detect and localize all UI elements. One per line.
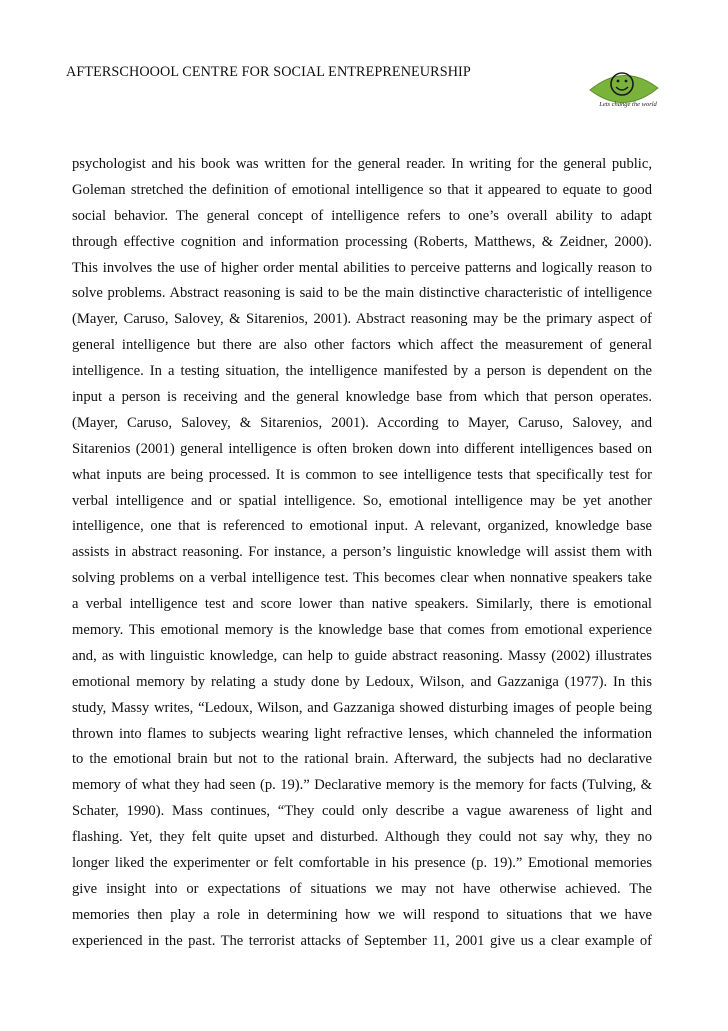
body-line: (Mayer, Caruso, Salovey, & Sitarenios, 2001). Abstract reasoning may be the primary aspect of [72,311,652,328]
body-line: solve problems. Abstract reasoning is said to be the main distinctive characteristic of intelligence [72,285,652,302]
document-body [72,152,652,955]
body-line: flashing. Yet, they felt quite upset and disturbed. Although they could not say why, they no [72,829,652,846]
organization-logo [588,66,660,110]
page-header-title: AFTERSCHOOOL CENTRE FOR SOCIAL ENTREPRENEURSHIP [66,64,471,80]
body-line: Goleman stretched the definition of emotional intelligence so that it appeared to equate to good [72,181,652,198]
body-line: social behavior. The general concept of intelligence refers to one’s overall ability to adapt [72,207,652,224]
body-line: emotional memory by relating a study done by Ledoux, Wilson, and Gazzaniga (1977). In this [72,673,652,690]
body-line: This involves the use of higher order mental abilities to perceive patterns and logically reason to [72,259,652,276]
body-line: and, as with linguistic knowledge, can help to guide abstract reasoning. Massy (2002) illustrates [72,647,652,664]
body-line: psychologist and his book was written for the general reader. In writing for the general public, [72,156,652,172]
body-line: intelligence, one that is referenced to emotional input. A relevant, organized, knowledge base [72,518,652,535]
body-line: input a person is receiving and the general knowledge base from which that person operates. [72,389,652,406]
body-line: general intelligence but there are also other factors which affect the measurement of general [72,337,652,354]
body-line: memory. This emotional memory is the knowledge base that comes from emotional experience [72,622,652,639]
body-line: longer liked the experimenter or felt comfortable in his presence (p. 19).” Emotional memories [72,855,652,872]
body-line: experienced in the past. The terrorist attacks of September 11, 2001 give us a clear example of [72,932,652,949]
body-line: what inputs are being processed. It is common to see intelligence tests that specifically test for [72,466,652,483]
body-line: thrown into flames to subjects wearing light refractive lenses, which channeled the information [72,725,652,742]
body-line: verbal intelligence and or spatial intelligence. So, emotional intelligence may be yet another [72,492,652,509]
body-line: Sitarenios (2001) general intelligence is often broken down into different intelligences based on [72,440,652,457]
body-line: memories then play a role in determining how we will respond to situations that we have [72,906,652,923]
body-line: solving problems on a verbal intelligence test. This becomes clear when nonnative speakers take [72,570,652,587]
body-line: (Mayer, Caruso, Salovey, & Sitarenios, 2001). According to Mayer, Caruso, Salovey, and [72,414,652,431]
body-line: to the emotional brain but not to the rational brain. Afterward, the subjects had no declarative [72,751,652,768]
body-line: intelligence. In a testing situation, the intelligence manifested by a person is dependent on the [72,363,652,380]
body-line: assists in abstract reasoning. For instance, a person’s linguistic knowledge will assist them with [72,544,652,561]
body-line: through effective cognition and information processing (Roberts, Matthews, & Zeidner, 2000). [72,233,652,250]
body-line: give insight into or expectations of situations we may not have otherwise achieved. The [72,880,652,897]
body-line: study, Massy writes, “Ledoux, Wilson, and Gazzaniga showed disturbing images of people being [72,699,652,716]
logo-tagline: Lets change the world [599,101,657,108]
body-line: memory of what they had seen (p. 19).” Declarative memory is the memory for facts (Tulving, & [72,777,652,794]
body-line: Schater, 1990). Mass continues, “They could only describe a vague awareness of light and [72,803,652,820]
body-line: a verbal intelligence test and score lower than native speakers. Similarly, there is emotional [72,596,652,613]
